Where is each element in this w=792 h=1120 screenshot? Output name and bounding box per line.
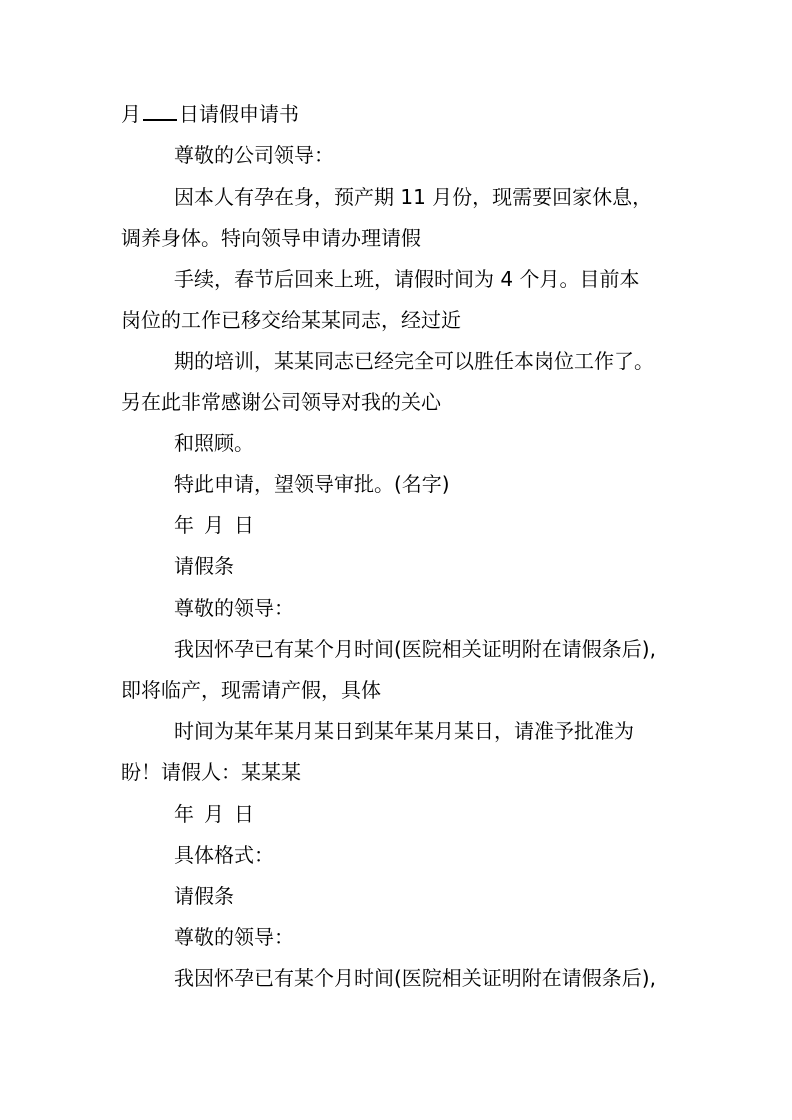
date-year: 年 [174,802,194,826]
date-year: 年 [174,513,194,537]
section-heading: 请假条 [174,554,234,578]
paragraph-line: 和照顾。 [174,431,254,455]
paragraph-line: 岗位的工作已移交给某某同志，经过近 [121,308,461,332]
title-suffix: 日请假申请书 [179,102,299,126]
date-month: 月 [204,513,224,537]
closing-line: 特此申请，望领导审批。(名字) [174,472,450,496]
format-heading: 具体格式： [174,843,274,867]
date-day: 日 [234,513,254,537]
paragraph-line: 手续，春节后回来上班，请假时间为 4 个月。目前本 [174,267,640,291]
salutation-company: 尊敬的公司领导： [174,143,334,167]
paragraph-line: 因本人有孕在身，预产期 11 月份，现需要回家休息， [174,185,653,209]
salutation-leader: 尊敬的领导： [174,596,294,620]
salutation-leader: 尊敬的领导： [174,925,294,949]
paragraph-line: 我因怀孕已有某个月时间(医院相关证明附在请假条后), [174,637,656,661]
title-blank [143,103,177,121]
date-month: 月 [204,802,224,826]
date-line [174,800,704,828]
title-prefix: 月 [121,102,141,126]
paragraph-line: 另在此非常感谢公司领导对我的关心 [121,390,441,414]
document-title [121,100,701,128]
paragraph-line: 我因怀孕已有某个月时间(医院相关证明附在请假条后), [174,966,656,990]
paragraph-line: 时间为某年某月某日到某年某月某日，请准予批准为 [174,719,634,743]
date-line [174,511,704,539]
signature-line: 盼！请假人：某某某 [121,760,301,784]
date-day: 日 [234,802,254,826]
paragraph-line: 调养身体。特向领导申请办理请假 [121,226,421,250]
section-heading: 请假条 [174,884,234,908]
paragraph-line: 即将临产，现需请产假，具体 [121,678,381,702]
paragraph-line: 期的培训，某某同志已经完全可以胜任本岗位工作了。 [174,349,654,373]
